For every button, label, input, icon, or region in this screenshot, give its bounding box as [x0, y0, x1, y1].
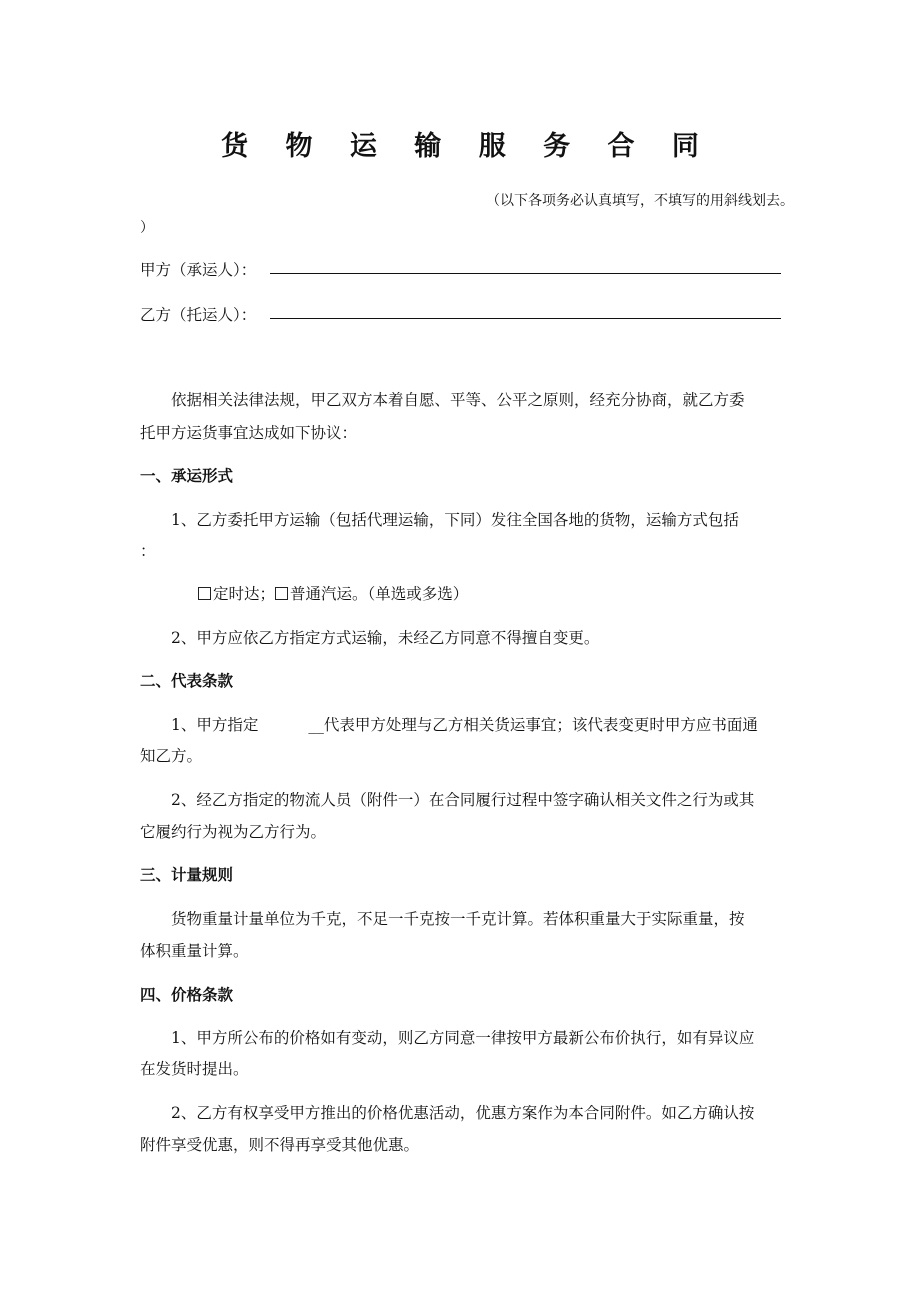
- option-fixed-time-label: 定时达；: [213, 585, 276, 603]
- section-2-heading: 二、代表条款: [140, 672, 234, 690]
- representative-suffix: __代表甲方处理与乙方相关货运事宜；该代表变更时甲方应书面通: [308, 716, 758, 734]
- section-2-item-1-line-2: 知乙方。: [140, 747, 203, 765]
- section-2-item-2-line-1: 2、经乙方指定的物流人员（附件一）在合同履行过程中签字确认相关文件之行为或其: [171, 791, 755, 809]
- section-4-item-2-line-2: 附件享受优惠，则不得再享受其他优惠。: [140, 1136, 420, 1154]
- section-4-item-2-line-1: 2、乙方有权享受甲方推出的价格优惠活动，优惠方案作为本合同附件。如乙方确认按: [171, 1104, 755, 1122]
- section-4-item-1-line-2: 在发货时提出。: [140, 1060, 249, 1078]
- section-3-line-2: 体积重量计算。: [140, 942, 249, 960]
- section-1-heading: 一、承运形式: [140, 467, 234, 485]
- section-4-heading: 四、价格条款: [140, 986, 234, 1004]
- fill-instruction-note-end: ）: [140, 220, 154, 236]
- transport-options: [198, 582, 468, 604]
- document-title: 货 物 运 输 服 务 合 同: [221, 131, 713, 162]
- party-a-fill-line[interactable]: [270, 273, 781, 274]
- section-2-item-2-line-2: 它履约行为视为乙方行为。: [140, 823, 327, 841]
- fill-instruction-note: （以下各项务必认真填写，不填写的用斜线划去。: [486, 193, 794, 209]
- option-checkbox-standard-truck[interactable]: [275, 587, 288, 600]
- party-a-label: 甲方（承运人）：: [140, 261, 257, 279]
- representative-prefix: 1、甲方指定: [171, 716, 259, 734]
- section-3-line-1: 货物重量计量单位为千克，不足一千克按一千克计算。若体积重量大于实际重量，按: [171, 910, 745, 928]
- section-1-item-1-line-1: 1、乙方委托甲方运输（包括代理运输，下同）发往全国各地的货物，运输方式包括: [171, 511, 739, 529]
- party-b-label: 乙方（托运人）：: [140, 306, 257, 324]
- preamble-line-2: 托甲方运货事宜达成如下协议：: [140, 424, 358, 442]
- section-1-item-1-line-2: ：: [140, 542, 156, 560]
- preamble-line-1: 依据相关法律法规，甲乙双方本着自愿、平等、公平之原则，经充分协商，就乙方委: [171, 391, 745, 409]
- option-standard-truck-label: 普通汽运。（单选或多选）: [290, 585, 469, 603]
- section-1-item-2: 2、甲方应依乙方指定方式运输，未经乙方同意不得擅自变更。: [171, 629, 600, 647]
- section-3-heading: 三、计量规则: [140, 866, 234, 884]
- option-checkbox-fixed-time[interactable]: [198, 587, 211, 600]
- party-b-fill-line[interactable]: [270, 318, 781, 319]
- section-4-item-1-line-1: 1、甲方所公布的价格如有变动，则乙方同意一律按甲方最新公布价执行，如有异议应: [171, 1029, 755, 1047]
- section-2-item-1-line-1: [171, 713, 758, 735]
